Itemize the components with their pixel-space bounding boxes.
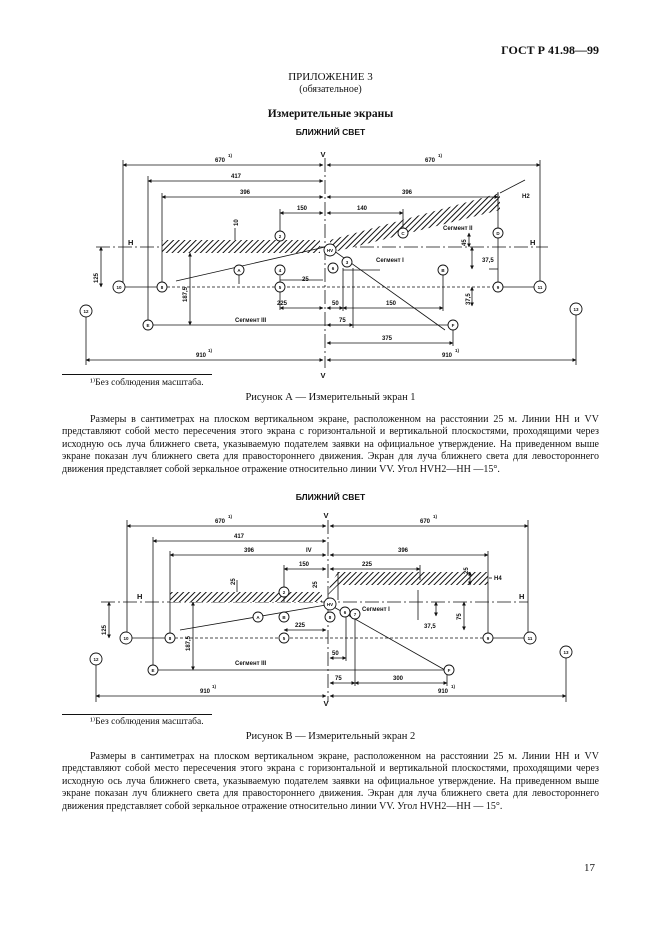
fig1-point-E: E — [146, 323, 150, 328]
fig1-dim-75: 75 — [339, 318, 346, 324]
fig2-point-2: 2 — [282, 590, 286, 595]
fig2-description — [62, 751, 599, 813]
fig2-dim-396-right: 396 — [398, 548, 409, 554]
fig1-segment-1: Сегмент I — [376, 258, 404, 264]
fig2-point-B: B — [282, 615, 286, 620]
fig2-point-12: 12 — [93, 657, 99, 662]
fig2-point-A: A — [256, 615, 260, 620]
fig1-dim-37-5-a: 37,5 — [482, 258, 494, 264]
fig2-segment-1: Сегмент I — [362, 607, 390, 613]
fig2-v-label: V — [323, 511, 329, 520]
fig1-point-10: 10 — [116, 285, 122, 290]
fig1-point-A: A — [237, 268, 241, 273]
fig1-point-2: 2 — [278, 234, 282, 239]
fig1-dim-375: 375 — [382, 336, 393, 342]
fig2-iv-label: IV — [306, 548, 312, 554]
fig2-dim-150: 150 — [299, 562, 310, 568]
fig1-dim-150: 150 — [297, 206, 308, 212]
fig2-dim-50: 50 — [332, 651, 339, 657]
appendix-subtitle: (обязательное) — [299, 84, 362, 95]
page-number: 17 — [584, 862, 595, 874]
fig2-dim-75-a: 75 — [457, 613, 463, 620]
fig1-point-6: 6 — [331, 266, 335, 271]
fig1-h-right: H — [530, 238, 536, 247]
fig1-dim-670-left-note: 1) — [228, 153, 233, 158]
fig1-point-8: 8 — [160, 285, 164, 290]
fig2-dim-910-left-note: 1) — [212, 684, 217, 689]
fig1-description — [62, 414, 599, 476]
fig1-description-text: Размеры в сантиметрах на плоском вертикальном экране, расположенном на расстоянии 25 м. Линии HH и VV представляют собой место пересечения этого экрана с горизонтальной и вертикальной плоскостями, проходящими через исходную ось луча ближнего света, указываемую подателем заявки на официальное утверждение. На приведенном выше экране показан луч ближнего света для правостороннего движения. Экран для луча ближнего света для левостороннего движения представляет собой зеркальное отражение относительно линии VV. Угол HVH2—HH —15°. — [62, 414, 599, 475]
fig2-dim-225: 225 — [362, 562, 373, 568]
fig2-dim-75-b: 75 — [335, 676, 342, 682]
fig1-caption: Рисунок А — Измерительный экран 1 — [245, 392, 416, 403]
fig2-v-label-bottom: V — [323, 699, 329, 708]
fig1-dim-396-left: 396 — [240, 190, 251, 196]
fig1-point-9: 9 — [496, 285, 500, 290]
fig2-point-F: F — [447, 668, 451, 673]
fig1-point-13: 13 — [573, 307, 579, 312]
fig1-dim-10: 10 — [234, 219, 240, 226]
fig2-dim-670-left-note: 1) — [228, 514, 233, 519]
fig2-dim-910-right-note: 1) — [451, 684, 456, 689]
fig1-point-12: 12 — [83, 309, 89, 314]
fig1-dim-150-bottom: 150 — [386, 301, 397, 307]
fig2-description-text: Размеры в сантиметрах на плоском вертикальном экране, расположенном на расстоянии 25 м. Линии HH и VV представляют собой место пересечения этого экрана с горизонтальной и вертикальной плоскостями, проходящими через исходную ось луча ближнего света, указываемую подателем заявки на официальное утверждение. На приведенном выше экране показан луч ближнего света для правостороннего движения. Экран для луча ближнего света для левостороннего движения представляет собой зеркальное отражение относительно линии VV. Угол HVH2—HH — 15°. — [62, 751, 599, 812]
fig1-dim-670-right-note: 1) — [438, 153, 443, 158]
fig1-h-left: H — [128, 238, 134, 247]
fig2-dim-396-left: 396 — [244, 548, 255, 554]
fig1-dim-910-left-note: 1) — [208, 348, 213, 353]
figure2-title: БЛИЖНИЙ СВЕТ — [295, 492, 366, 502]
fig2-point-11: 11 — [527, 636, 533, 641]
fig1-dim-45: 45 — [462, 239, 468, 246]
fig1-dim-670-left: 670 — [215, 158, 226, 164]
fig2-point-10: 10 — [123, 636, 129, 641]
fig1-v-label-bottom: V — [320, 371, 326, 380]
fig2-dim-670-right-note: 1) — [433, 514, 438, 519]
fig2-dim-670-left: 670 — [215, 519, 226, 525]
fig2-point-5: 5 — [282, 636, 286, 641]
fig1-dim-417: 417 — [231, 174, 242, 180]
fig1-point-B: B — [441, 268, 445, 273]
fig2-dim-187-5: 187,5 — [186, 635, 192, 651]
fig1-segment-3: Сегмент III — [235, 318, 267, 324]
fig2-dim-25-c: 25 — [464, 567, 470, 574]
fig2-point-13: 13 — [563, 650, 569, 655]
fig1-point-5: 5 — [278, 285, 282, 290]
fig1-dim-910-right-note: 1) — [455, 348, 460, 353]
fig1-dim-140: 140 — [357, 206, 368, 212]
fig2-point-9: 9 — [486, 636, 490, 641]
fig2-dim-910-left: 910 — [200, 689, 211, 695]
fig2-h4-label: H4 — [494, 576, 502, 582]
figure1-diagram — [0, 140, 661, 380]
fig1-dim-187-5: 187,5 — [183, 286, 189, 302]
fig2-h-right: H — [519, 592, 525, 601]
fig2-dim-125: 125 — [102, 624, 108, 635]
fig2-footnote: ¹⁾Без соблюдения масштаба. — [90, 717, 204, 727]
fig1-dim-37-5-b: 37,5 — [466, 293, 472, 305]
section-title: Измерительные экраны — [267, 108, 394, 120]
fig1-dim-910-left: 910 — [196, 353, 207, 359]
fig1-point-4: 4 — [278, 268, 282, 273]
fig2-point-6: 6 — [343, 610, 347, 615]
fig2-caption: Рисунок В — Измерительный экран 2 — [245, 731, 416, 742]
fig2-footnote-rule — [62, 714, 212, 715]
fig2-point-E: E — [151, 668, 155, 673]
fig1-dim-910-right: 910 — [442, 353, 453, 359]
fig2-point-8-center: 8 — [328, 615, 332, 620]
fig2-point-7: 7 — [353, 612, 357, 617]
fig2-segment-3: Сегмент III — [235, 661, 267, 667]
fig2-h-left: H — [137, 592, 143, 601]
fig1-v-label: V — [320, 150, 326, 159]
fig1-point-3: 3 — [345, 260, 349, 265]
fig1-segment-2: Сегмент II — [443, 226, 473, 232]
fig1-point-F: F — [451, 323, 455, 328]
fig2-point-hv: HV — [326, 602, 334, 607]
appendix-title: ПРИЛОЖЕНИЕ 3 — [288, 71, 373, 83]
fig2-dim-225-bottom: 225 — [295, 623, 306, 629]
fig1-point-11: 11 — [537, 285, 543, 290]
fig2-dim-300: 300 — [393, 676, 404, 682]
fig2-dim-37-5: 37,5 — [424, 624, 436, 630]
fig2-dim-25-b: 25 — [313, 581, 319, 588]
fig1-point-D: D — [496, 231, 500, 236]
figure2-diagram — [0, 505, 661, 707]
fig2-dim-910-right: 910 — [438, 689, 449, 695]
fig1-h2-label: H2 — [522, 194, 530, 200]
fig1-point-hv: HV — [326, 248, 334, 253]
fig1-dim-225: 225 — [277, 301, 288, 307]
fig1-footnote: ¹⁾Без соблюдения масштаба. — [90, 378, 204, 388]
fig1-point-C: C — [401, 231, 405, 236]
fig2-dim-417: 417 — [234, 534, 245, 540]
fig2-point-8: 8 — [168, 636, 172, 641]
fig2-dim-670-right: 670 — [420, 519, 431, 525]
fig1-dim-670-right: 670 — [425, 158, 436, 164]
fig2-dim-25-a: 25 — [231, 578, 237, 585]
fig1-dim-125: 125 — [94, 272, 100, 283]
fig1-footnote-rule — [62, 374, 212, 375]
document-code: ГОСТ Р 41.98—99 — [501, 43, 599, 57]
fig1-dim-25: 25 — [302, 277, 309, 283]
figure1-title: БЛИЖНИЙ СВЕТ — [295, 127, 366, 137]
fig1-dim-396-right: 396 — [402, 190, 413, 196]
fig1-dim-50: 50 — [332, 301, 339, 307]
